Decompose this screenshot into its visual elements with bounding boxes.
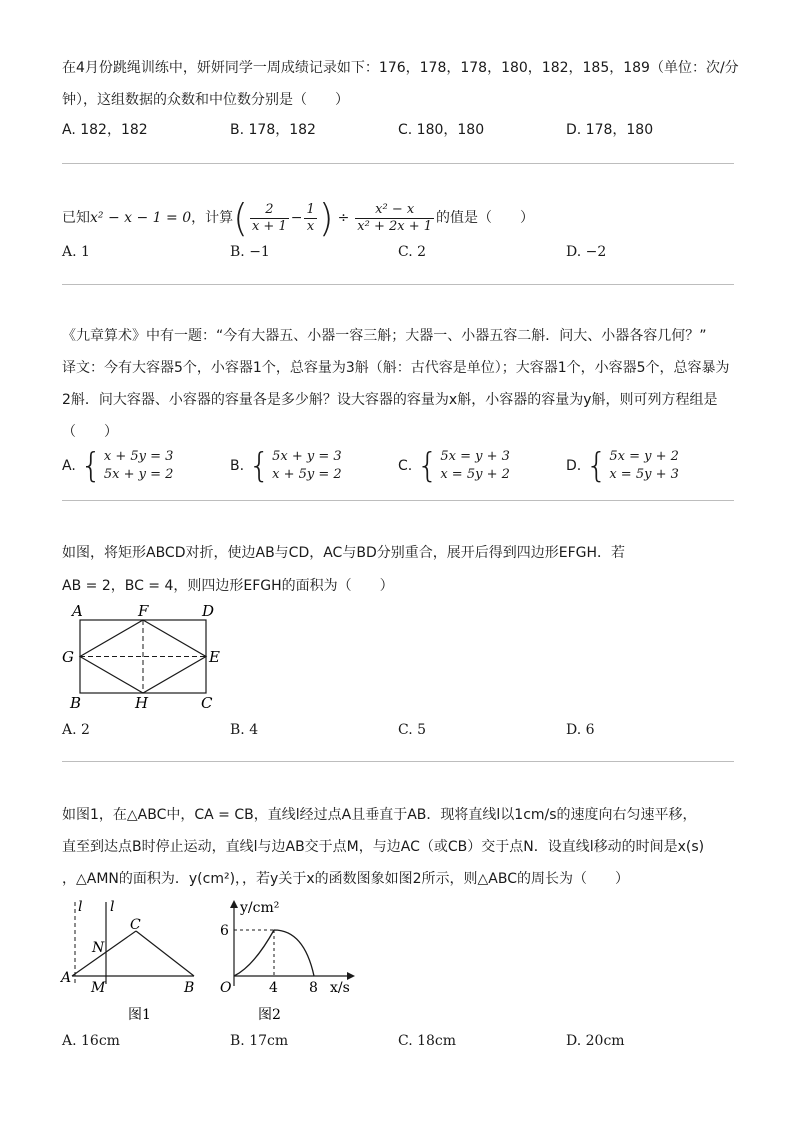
brace: { bbox=[416, 446, 439, 486]
q4-option-c[interactable]: C. 5 bbox=[398, 722, 427, 738]
q3-option-a-eq1: x + 5y = 3 bbox=[103, 449, 174, 464]
q1-options bbox=[62, 118, 734, 142]
q5-text-line2: 直至到达点B时停止运动，直线l与边AB交于点M，与边AC（或CB）交于点N．设直线l移动的时间是x(s) bbox=[62, 839, 705, 855]
q2-option-c[interactable]: C. 2 bbox=[398, 244, 427, 260]
q4-option-b[interactable]: B. 4 bbox=[230, 722, 259, 738]
divider bbox=[62, 761, 734, 762]
y-axis-label: y/cm² bbox=[240, 900, 280, 916]
label-n: N bbox=[92, 940, 105, 956]
q2-frac1-numerator: 2 bbox=[250, 202, 289, 219]
q2-equation: x² − x − 1 = 0 bbox=[90, 210, 192, 226]
q3-option-c-eq2: x = 5y + 2 bbox=[440, 467, 510, 482]
q4-text-line2: AB = 2，BC = 4，则四边形EFGH的面积为（ ） bbox=[62, 578, 394, 594]
q3-option-c-eq1: 5x = y + 3 bbox=[440, 449, 510, 464]
label-e: E bbox=[209, 648, 220, 666]
label-l-dashed: l bbox=[78, 899, 83, 915]
q3-option-c-label: C. bbox=[398, 458, 413, 474]
figure-1-caption: 图1 bbox=[128, 1007, 151, 1023]
q2-suffix: 的值是（ ） bbox=[436, 210, 535, 226]
q3-option-c[interactable] bbox=[398, 446, 510, 486]
q3-option-d-label: D. bbox=[566, 458, 582, 474]
q5-figure-1 bbox=[58, 896, 208, 1026]
label-g: G bbox=[62, 648, 74, 666]
tick-label-6: 6 bbox=[220, 923, 229, 939]
q3-text-line2: 译文：今有大容器5个，小容器1个，总容量为3斛（斛：古代容是单位）；大容器1个，小容器5个，总容暴为 bbox=[62, 360, 730, 376]
label-f: F bbox=[138, 602, 149, 620]
q4-option-d[interactable]: D. 6 bbox=[566, 722, 595, 738]
q5-option-c[interactable]: C. 18cm bbox=[398, 1033, 457, 1049]
label-b: B bbox=[184, 980, 195, 996]
q3-option-b-label: B. bbox=[230, 458, 245, 474]
q2-option-b[interactable]: B. −1 bbox=[230, 244, 270, 260]
q2-options bbox=[62, 240, 734, 264]
label-a: A bbox=[72, 602, 83, 620]
label-h: H bbox=[135, 694, 149, 712]
q3-text-line4: （ ） bbox=[62, 424, 118, 440]
q5-option-a[interactable]: A. 16cm bbox=[62, 1033, 120, 1049]
brace: { bbox=[80, 446, 102, 486]
label-c: C bbox=[201, 694, 213, 712]
q2-divide: ÷ bbox=[337, 210, 350, 226]
q2-frac1-denominator: x + 1 bbox=[251, 218, 287, 234]
q1-option-a[interactable]: A. 182，182 bbox=[62, 122, 148, 138]
x-axis-arrow bbox=[347, 972, 355, 980]
divider bbox=[62, 163, 734, 164]
q2-calc-word: ，计算 bbox=[191, 210, 234, 226]
q2-fraction-1 bbox=[250, 202, 289, 235]
brace: { bbox=[248, 446, 271, 486]
q2-option-a[interactable]: A. 1 bbox=[62, 244, 90, 260]
q3-option-b-eq2: x + 5y = 2 bbox=[272, 467, 342, 482]
q2-frac3-numerator: x² − x bbox=[355, 202, 434, 219]
q2-prefix: 已知 bbox=[62, 210, 90, 226]
q1-text-line2: 钟），这组数据的众数和中位数分别是（ ） bbox=[62, 92, 349, 108]
q5-figure-2 bbox=[212, 896, 362, 1026]
q3-option-d[interactable] bbox=[566, 446, 679, 486]
q3-option-a-label: A. bbox=[62, 458, 76, 474]
q3-option-a-eq2: 5x + y = 2 bbox=[103, 467, 174, 482]
q1-option-b[interactable]: B. 178，182 bbox=[230, 122, 316, 138]
y-axis-arrow bbox=[230, 900, 238, 908]
q3-options bbox=[62, 446, 734, 486]
q3-text-line3: 2斛．问大容器、小容器的容量各是多少斛？设大容器的容量为x斛，小容器的容量为y斛，则可列方程组是 bbox=[62, 392, 718, 408]
brace: { bbox=[585, 446, 608, 486]
q5-text-line1: 如图1，在△ABC中，CA = CB，直线l经过点A且垂直于AB．现将直线l以1cm/s的速度向右匀速平移， bbox=[62, 807, 697, 823]
tick-label-4: 4 bbox=[269, 980, 278, 996]
q3-option-d-eq1: 5x = y + 2 bbox=[609, 449, 679, 464]
q2-frac2-numerator: 1 bbox=[306, 201, 315, 217]
q4-options bbox=[62, 718, 734, 742]
q2-fraction-2 bbox=[304, 202, 316, 235]
q1-option-c[interactable]: C. 180，180 bbox=[398, 122, 485, 138]
label-l-solid: l bbox=[110, 899, 115, 915]
q3-option-b-eq1: 5x + y = 3 bbox=[272, 449, 342, 464]
q4-rectangle-figure bbox=[58, 600, 228, 712]
label-m: M bbox=[91, 980, 106, 996]
tick-label-8: 8 bbox=[309, 980, 318, 996]
q4-option-a[interactable]: A. 2 bbox=[62, 722, 90, 738]
q2-option-d[interactable]: D. −2 bbox=[566, 244, 607, 260]
q3-text-line1: 《九章算术》中有一题：“今有大器五、小器一容三斛；大器一、小器五容二斛．问大、小器各容几何？” bbox=[62, 328, 707, 344]
q2-fraction-3 bbox=[355, 202, 434, 235]
label-b: B bbox=[70, 694, 82, 712]
q2-frac3-denominator: x² + 2x + 1 bbox=[357, 218, 433, 234]
q3-option-d-eq2: x = 5y + 3 bbox=[609, 467, 679, 482]
q3-option-b[interactable] bbox=[230, 446, 342, 486]
q2-minus: − bbox=[290, 210, 303, 226]
q5-options bbox=[62, 1029, 734, 1053]
q2-stem bbox=[62, 196, 534, 240]
q3-option-a[interactable] bbox=[62, 446, 173, 486]
label-c: C bbox=[130, 917, 141, 933]
figure-2-caption: 图2 bbox=[258, 1007, 281, 1023]
q1-text-line1: 在4月份跳绳训练中，妍妍同学一周成绩记录如下：176，178，178，180，182，185，189（单位：次/分 bbox=[62, 60, 739, 76]
right-paren: ) bbox=[318, 196, 334, 240]
divider bbox=[62, 284, 734, 285]
segment-cb bbox=[136, 931, 194, 976]
origin-label: O bbox=[220, 980, 232, 996]
left-paren: ( bbox=[233, 196, 248, 240]
label-a: A bbox=[61, 970, 72, 986]
divider bbox=[62, 500, 734, 501]
q4-text-line1: 如图，将矩形ABCD对折，使边AB与CD，AC与BD分别重合，展开后得到四边形EFGH．若 bbox=[62, 545, 625, 561]
q5-option-b[interactable]: B. 17cm bbox=[230, 1033, 289, 1049]
label-d: D bbox=[202, 602, 215, 620]
x-axis-label: x/s bbox=[330, 980, 350, 996]
q5-text-line3: ，△AMN的面积为．y(cm²)，，若y关于x的函数图象如图2所示，则△ABC的周长为（ ） bbox=[62, 871, 630, 887]
q2-frac2-denominator: x bbox=[306, 218, 315, 234]
q5-option-d[interactable]: D. 20cm bbox=[566, 1033, 625, 1049]
q1-option-d[interactable]: D. 178，180 bbox=[566, 122, 654, 138]
